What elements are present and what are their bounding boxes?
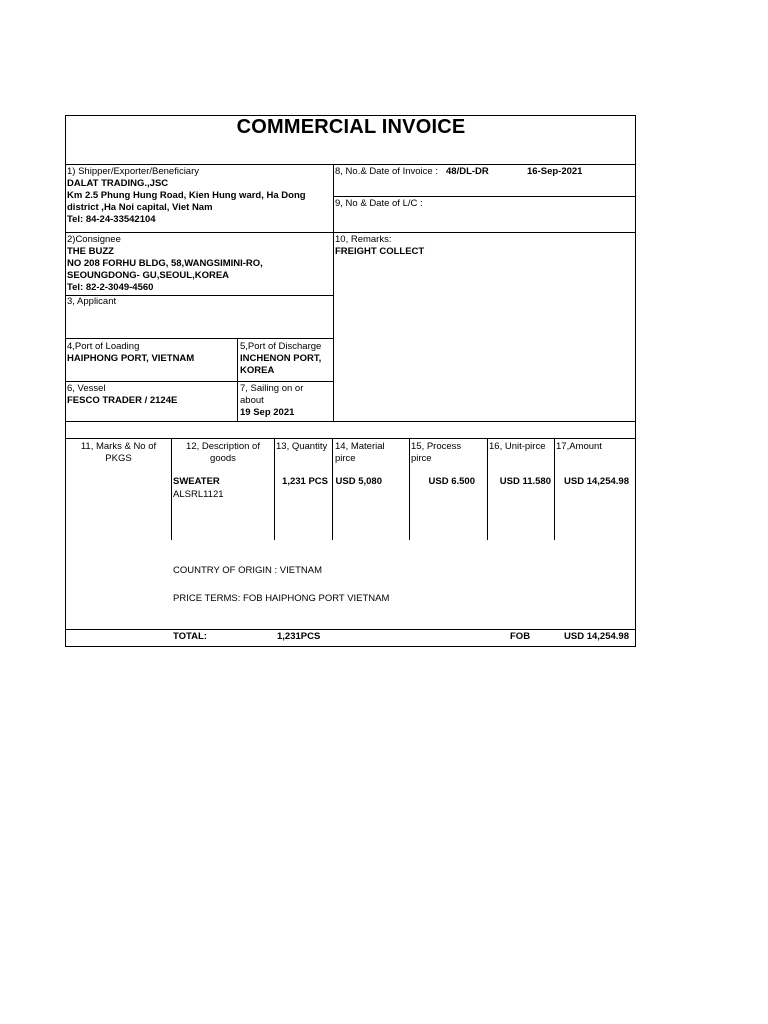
shipper-label: 1) Shipper/Exporter/Beneficiary [67,166,200,177]
col-desc-line-2: goods [210,453,236,464]
divider [65,232,636,233]
divider [333,164,334,422]
divider [65,438,636,439]
sailing-label-1: 7, Sailing on or [240,383,304,394]
consignee-label: 2)Consignee [67,234,121,245]
divider [333,196,636,197]
sailing-value: 19 Sep 2021 [240,407,295,418]
col-qty-header: 13, Quantity [276,441,328,452]
divider [409,438,410,540]
total-quantity: 1,231PCS [277,631,321,642]
port-loading-value: HAIPHONG PORT, VIETNAM [67,353,195,364]
divider [237,338,238,422]
col-material-line-2: pirce [335,453,356,464]
vessel-label: 6, Vessel [67,383,106,394]
col-marks-header [66,441,171,465]
remarks-value: FREIGHT COLLECT [335,246,425,257]
col-desc-line-1: 12, Description of [186,441,260,452]
divider [554,438,555,540]
vessel-value: FESCO TRADER / 2124E [67,395,178,406]
invoice-date: 16-Sep-2021 [527,166,583,177]
divider [65,421,636,422]
applicant-label: 3, Applicant [67,296,117,307]
divider [487,438,488,540]
country-of-origin: COUNTRY OF ORIGIN : VIETNAM [173,565,323,576]
consignee-address-2: SEOUNGDONG- GU,SEOUL,KOREA [67,270,230,281]
divider [65,381,334,382]
col-process-header [411,441,461,465]
col-unit-header: 16, Unit-pirce [489,441,546,452]
invoice-number: 48/DL-DR [446,166,489,177]
consignee-tel: Tel: 82-2-3049-4560 [67,282,154,293]
col-material-header [335,441,385,465]
price-terms: PRICE TERMS: FOB HAIPHONG PORT VIETNAM [173,593,390,604]
col-marks-line-1: 11, Marks & No of [80,441,157,452]
col-desc-header [172,441,274,465]
col-process-line-2: pirce [411,453,432,464]
divider [332,438,333,540]
remarks-label: 10, Remarks: [335,234,392,245]
col-marks-line-2: PKGS [105,453,132,464]
shipper-address-1: Km 2.5 Phung Hung Road, Kien Hung ward, Ha Dong [67,190,306,201]
consignee-name: THE BUZZ [67,246,114,257]
divider [274,438,275,540]
consignee-address-1: NO 208 FORHU BLDG, 58,WANGSIMINI-RO, [67,258,263,269]
lc-label: 9, No & Date of L/C : [335,198,423,209]
shipper-name: DALAT TRADING.,JSC [67,178,169,189]
item-material-price: USD 5,080 [335,476,382,487]
shipper-tel: Tel: 84-24-33542104 [67,214,156,225]
divider [65,338,334,339]
total-amount: USD 14,254.98 [564,631,629,642]
sailing-label-2: about [240,395,264,406]
col-material-line-1: 14, Material [335,441,385,452]
col-process-line-1: 15, Process [411,441,462,452]
item-unit-price: USD 11.580 [499,476,551,487]
item-quantity: 1,231 PCS [282,476,328,487]
port-discharge-label: 5,Port of Discharge [240,341,322,352]
divider [65,629,636,630]
page-title: COMMERCIAL INVOICE [236,116,466,138]
item-amount: USD 14,254.98 [564,476,629,487]
item-process-price: USD 6.500 [428,476,475,487]
frame-right [635,115,636,647]
col-amount-header: 17,Amount [556,441,602,452]
divider [65,164,636,165]
total-terms: FOB [510,631,531,642]
port-discharge-value-2: KOREA [240,365,275,376]
item-description: SWEATER [173,476,220,487]
item-code: ALSRL1121 [173,489,224,500]
total-label: TOTAL: [173,631,207,642]
shipper-address-2: district ,Ha Noi capital, Viet Nam [67,202,213,213]
port-loading-label: 4,Port of Loading [67,341,140,352]
port-discharge-value-1: INCHENON PORT, [240,353,322,364]
invoice-no-label: 8, No.& Date of Invoice : [335,166,438,177]
frame-bottom [65,646,636,647]
